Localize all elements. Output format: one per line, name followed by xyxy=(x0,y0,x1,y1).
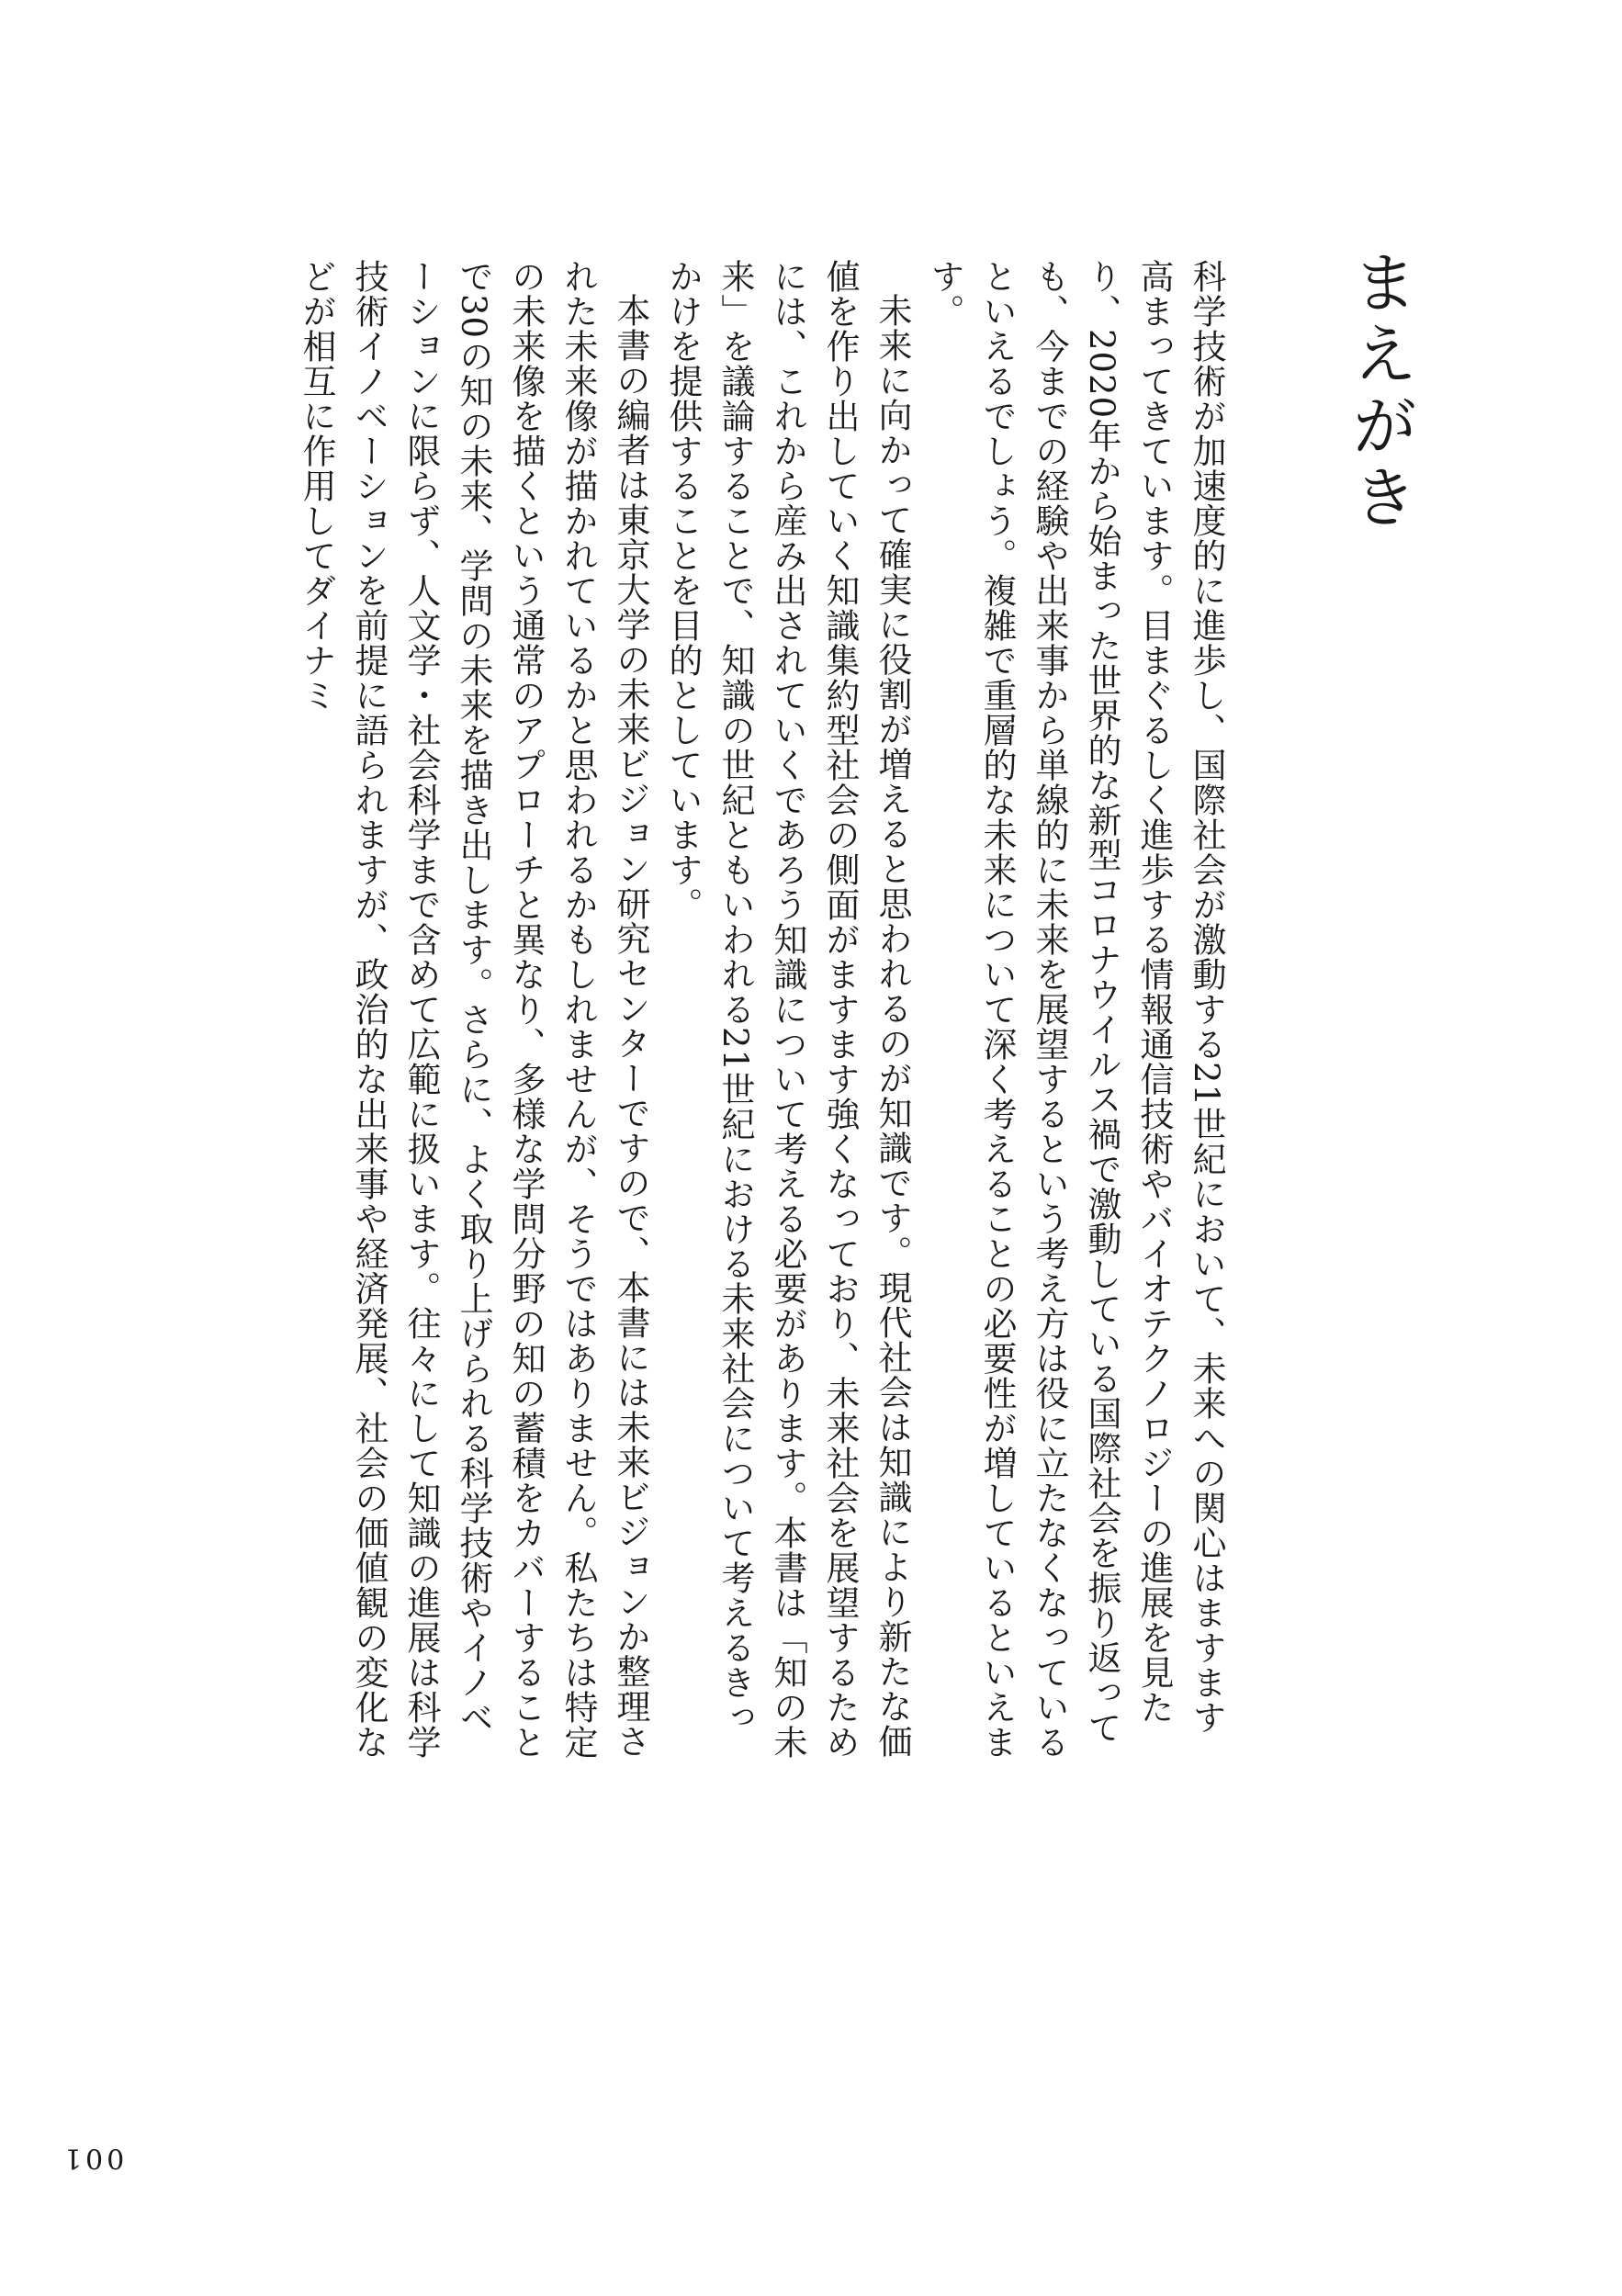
paragraph-1: 科学技術が加速度的に進歩し、国際社会が激動する21世紀において、未来への関心はますます高まってきています。目まぐるしく進歩する情報通信技術やバイオテクノロジーの進展を見たり、2020年から始まった世界的な新型コロナウイルス禍で激動している国際社会を振り返っても、今までの経験や出来事から単線的に未来を展望するという考え方は役に立たなくなっているといえるでしょう。複雑で重層的な未来について深く考えることの必要性が増しているといえます。 xyxy=(925,259,1226,1760)
chapter-title: まえがき xyxy=(1341,248,1418,535)
body-text xyxy=(130,259,1233,1765)
paragraph-2: 未来に向かって確実に役割が増えると思われるのが知識です。現代社会は知識により新たな価値を作り出していく知識集約型社会の側面がますます強くなっており、未来社会を展望するためには、これから産み出されていくであろう知識について考える必要があります。本書は「知の未来」を議論することで、知識の世紀ともいわれる21世紀における未来社会について考えるきっかけを提供することを目的としています。 xyxy=(663,259,912,1760)
page-number: 001 xyxy=(61,2142,125,2174)
paragraph-3: 本書の編者は東京大学の未来ビジョン研究センターですので、本書には未来ビジョンか整理された未来像が描かれているかと思われるかもしれませんが、そうではありません。私たちは特定の未来像を描くという通常のアプローチと異なり、多様な学問分野の知の蓄積をカバーすることで30の知の未来、学問の未来を描き出します。さらに、よく取り上げられる科学技術やイノベーションに限らず、人文学・社会科学まで含めて広範に扱います。往々にして知識の進展は科学技術イノベーションを前提に語られますが、政治的な出来事や経済発展、社会の価値観の変化などが相互に作用してダイナミ xyxy=(297,259,650,1760)
